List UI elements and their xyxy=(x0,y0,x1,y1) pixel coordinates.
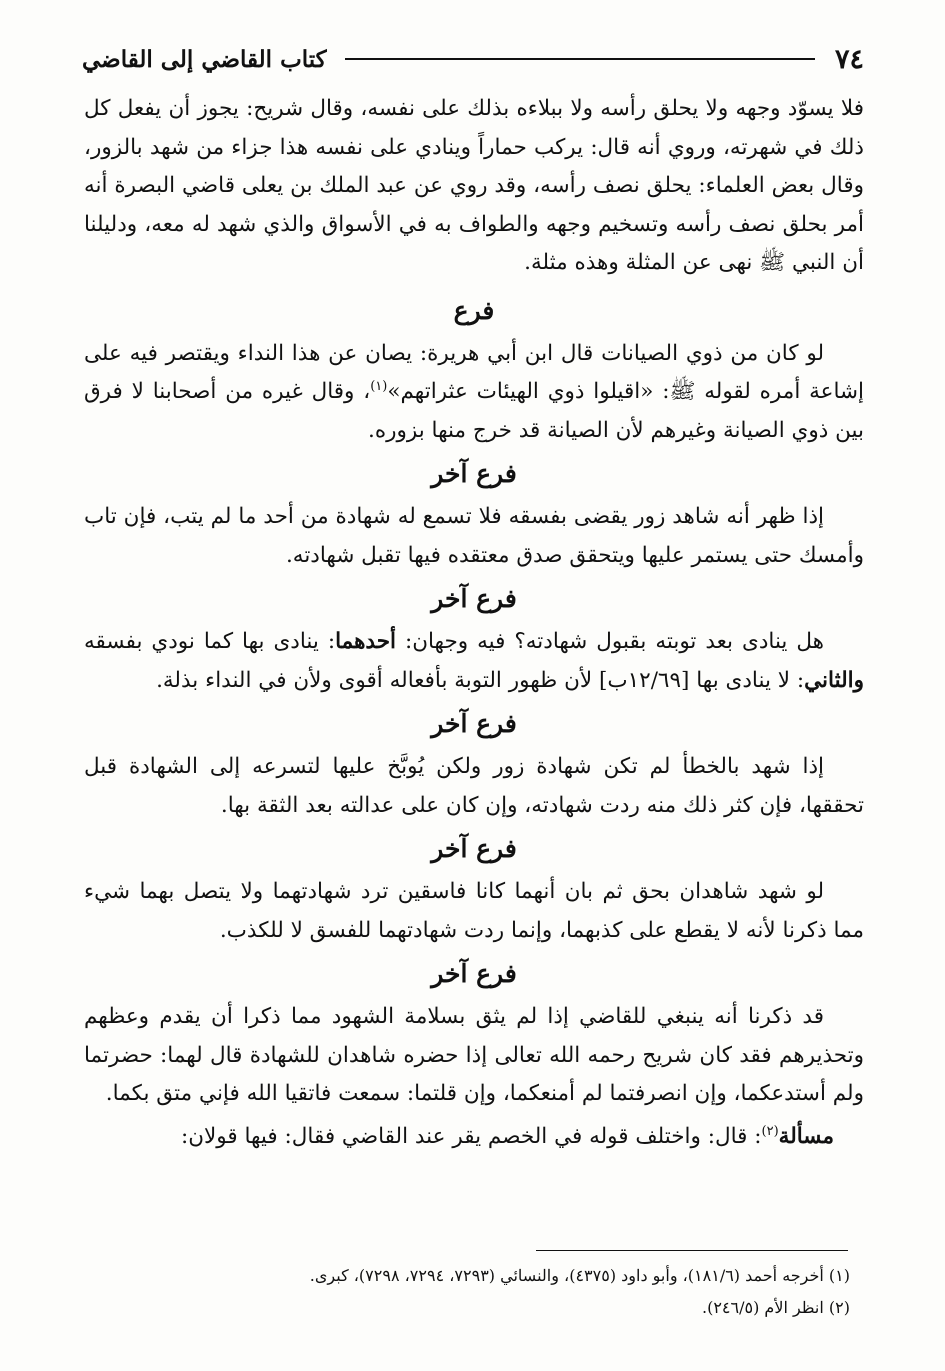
section-heading: فرع آخر xyxy=(431,459,517,488)
paragraph-intro: فلا يسوّد وجهه ولا يحلق رأسه ولا ببلاءه بذلك على نفسه، وقال شريح: يجوز أن يفعل كل ذلك في شهرته، وروي أنه قال: يركب حماراً وينادي على نفسه هذا جزاء من شهد بالزور، وقال بعض العلماء: يحلق نصف رأسه، وقد روي عن عبد الملك بن يعلى قاضي البصرة أنه أمر بحلق نصف رأسه وتسخيم وجهه والطواف به في الأسواق والذي شهد له معه، ودليلنا أن النبي ﷺ نهى عن المثلة وهذه مثلة. xyxy=(84,96,864,275)
paragraph-text: لو كان من ذوي الصيانات قال ابن أبي هريرة: يصان عن هذا النداء ويقتصر فيه على إشاعة أمره لقوله ﷺ: «اقيلوا ذوي الهيئات عثراتهم» xyxy=(84,340,864,404)
page-header xyxy=(82,38,864,80)
footnote-rule xyxy=(536,1250,848,1251)
footnote-ref: (٢) xyxy=(761,1123,779,1139)
paragraph xyxy=(84,623,864,700)
section-heading: فرع آخر xyxy=(431,584,517,613)
footnotes xyxy=(84,1260,850,1324)
paragraph: قد ذكرنا أنه ينبغي للقاضي إذا لم يثق بسلامة الشهود مما ذكرا أن يقدم وعظهم وتحذيرهم فقد كان شريح رحمه الله تعالى إذا حضره شاهدان للشهادة قال لهما: حضرتما ولم أستدعكما، وإن انصرفتما لم أمنعكما، وإن قلتما: سمعت فاتقيا الله فإني متق بكما. xyxy=(84,1004,864,1106)
footnote: (١) أخرجه أحمد (١٨١/٦)، وأبو داود (٤٣٧٥)، والنسائي (٧٢٩٣، ٧٢٩٤، ٧٢٩٨)، كبرى. xyxy=(309,1266,850,1285)
footnote: (٢) انظر الأم (٢٤٦/٥). xyxy=(701,1298,850,1317)
paragraph-text: ، وقال غيره من أصحابنا لا فرق بين ذوي الصيانة وغيرهم لأن الصيانة قد خرج منها بزوره. xyxy=(84,379,864,443)
footnote-ref: (١) xyxy=(370,378,388,394)
section-heading: فرع آخر xyxy=(431,959,517,988)
paragraph-text: : لا ينادى بها [١٢/٦٩ب] لأن ظهور التوبة بأفعاله أقوى ولأن في النداء بذلة. xyxy=(156,667,805,693)
section-heading: فرع آخر xyxy=(431,834,517,863)
bold-term: والثاني xyxy=(804,667,864,693)
header-rule xyxy=(345,58,815,60)
paragraph-text: : ينادى بها كما نودي بفسقه xyxy=(84,629,336,654)
page-number: ٧٤ xyxy=(834,43,864,75)
section-heading: فرع xyxy=(453,295,495,325)
paragraph: إذا ظهر أنه شاهد زور يقضى بفسقه فلا تسمع له شهادة من أحد ما لم يتب، فإن تاب وأمسك حتى يستمر عليها ويتحقق صدق معتقده فيها تقبل شهادته. xyxy=(84,504,864,568)
paragraph xyxy=(84,335,864,451)
book-title: كتاب القاضي إلى القاضي xyxy=(82,45,327,73)
paragraph-text: هل ينادى بعد توبته بقبول شهادته؟ فيه وجهان: xyxy=(395,629,824,654)
masala-term: مسألة xyxy=(778,1123,834,1149)
paragraph: إذا شهد بالخطأ لم تكن شهادة زور ولكن يُوبَّخ عليها لتسرعه إلى الشهادة قبل تحققها، فإن كثر ذلك منه ردت شهادته، وإن كان على عدالته بعد الثقة بها. xyxy=(84,754,864,818)
section-heading: فرع آخر xyxy=(431,709,517,738)
masala-paragraph xyxy=(84,1118,864,1157)
paragraph: لو شهد شاهدان بحق ثم بان أنهما كانا فاسقين ترد شهادتهما ولا يتصل بهما شيء مما ذكرنا لأنه لا يقطع على كذبهما، وإنما ردت شهادتهما للفسق لا للكذب. xyxy=(84,879,864,943)
bold-term: أحدهما xyxy=(335,629,396,654)
masala-text: : قال: واختلف قوله في الخصم يقر عند القاضي فقال: فيها قولان: xyxy=(180,1123,762,1149)
page-body xyxy=(84,90,864,1156)
